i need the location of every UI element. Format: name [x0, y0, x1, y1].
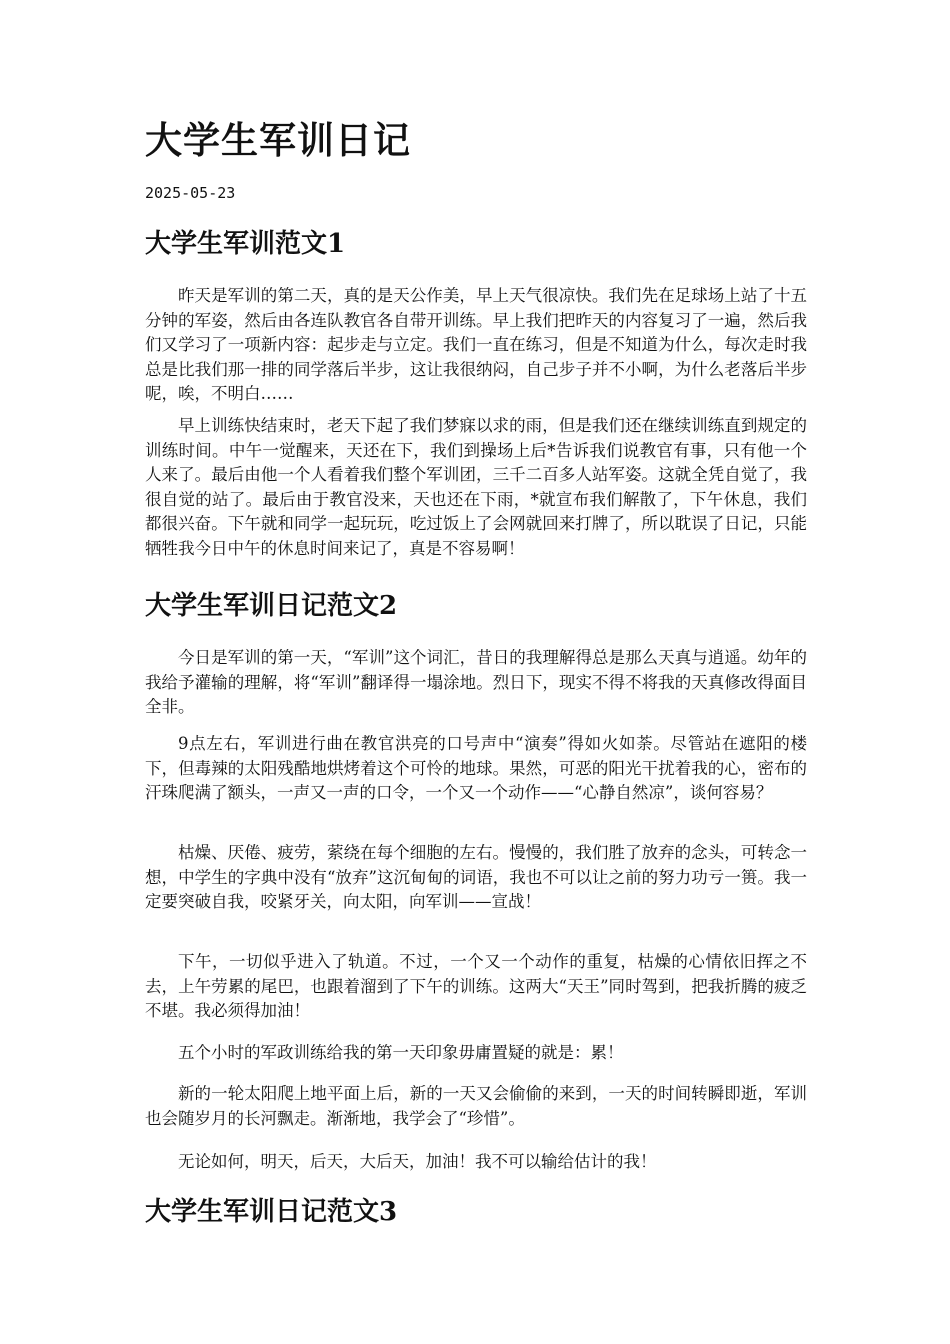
section-heading-1: 大学生军训范文1: [145, 229, 346, 259]
section-heading-3: 大学生军训日记范文3: [145, 1197, 398, 1227]
section-2-paragraph-3: 枯燥、厌倦、疲劳，萦绕在每个细胞的左右。慢慢的，我们胜了放弃的念头，可转念一想，中学生的字典中没有“放弃”这沉甸甸的词语，我也不可以让之前的努力功亏一篑。我一定要突破自我，咬紧牙关，向太阳，向军训——宣战！: [145, 843, 807, 911]
section-2-paragraph-5: 五个小时的军政训练给我的第一天印象毋庸置疑的就是：累！: [178, 1043, 624, 1062]
section-1-paragraph-1: 昨天是军训的第二天，真的是天公作美，早上天气很凉快。我们先在足球场上站了十五分钟的军姿，然后由各连队教官各自带开训练。早上我们把昨天的内容复习了一遍，然后我们又学习了一项新内容：起步走与立定。我们一直在练习，但是不知道为什么，每次走时我总是比我们那一排的同学落后半步，这让我很纳闷，自己步子并不小啊，为什么老落后半步呢，唉，不明白……: [145, 286, 807, 403]
section-2-paragraph-6: 新的一轮太阳爬上地平面上后，新的一天又会偷偷的来到，一天的时间转瞬即逝，军训也会随岁月的长河飘走。渐渐地，我学会了“珍惜”。: [145, 1084, 807, 1128]
document-date: 2025-05-23: [145, 184, 236, 202]
document-title: 大学生军训日记: [145, 118, 411, 162]
section-2-paragraph-1: 今日是军训的第一天，“军训”这个词汇，昔日的我理解得总是那么天真与逍遥。幼年的我给予灌输的理解，将“军训”翻译得一塌涂地。烈日下，现实不得不将我的天真修改得面目全非。: [145, 648, 807, 716]
section-2-paragraph-4: 下午，一切似乎进入了轨道。不过，一个又一个动作的重复，枯燥的心情依旧挥之不去，上午劳累的尾巴，也跟着溜到了下午的训练。这两大“天王”同时驾到，把我折腾的疲乏不堪。我必须得加油！: [145, 952, 807, 1020]
section-1-paragraph-2: 早上训练快结束时，老天下起了我们梦寐以求的雨，但是我们还在继续训练直到规定的训练时间。中午一觉醒来，天还在下，我们到操场上后*告诉我们说教官有事，只有他一个人来了。最后由他一个人看着我们整个军训团，三千二百多人站军姿。这就全凭自觉了，我很自觉的站了。最后由于教官没来，天也还在下雨，*就宣布我们解散了，下午休息，我们都很兴奋。下午就和同学一起玩玩，吃过饭上了会网就回来打牌了，所以耽误了日记，只能牺牲我今日中午的休息时间来记了，真是不容易啊！: [145, 416, 807, 558]
section-2-paragraph-2: 9点左右，军训进行曲在教官洪亮的口号声中“演奏”得如火如荼。尽管站在遮阳的楼下，但毒辣的太阳残酷地烘烤着这个可怜的地球。果然，可恶的阳光干扰着我的心，密布的汗珠爬满了额头，一声又一声的口令，一个又一个动作——“心静自然凉”，谈何容易？: [145, 734, 807, 802]
section-2-paragraph-7: 无论如何，明天，后天，大后天，加油！我不可以输给估计的我！: [178, 1152, 657, 1171]
section-heading-2: 大学生军训日记范文2: [145, 591, 398, 621]
